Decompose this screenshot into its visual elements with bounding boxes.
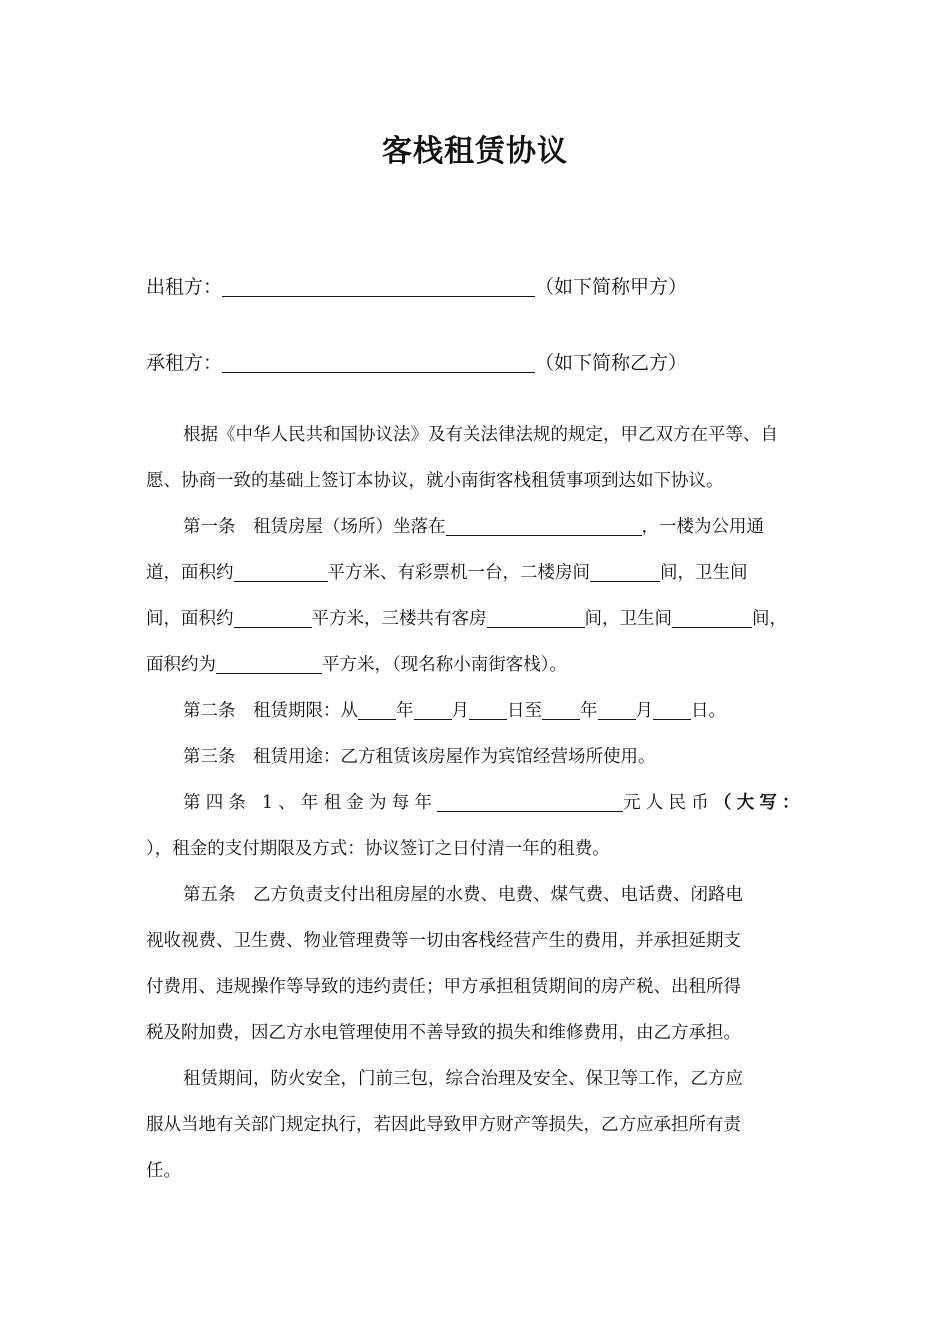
article-1-line-4 <box>146 653 567 677</box>
article-1-text: 平方米，（现名称小南街客栈）。 <box>322 655 567 675</box>
day-to-label: 日至 <box>507 701 542 721</box>
lessor-label: 出租方： <box>146 276 223 298</box>
annual-rent-blank[interactable] <box>437 791 623 812</box>
article-1-line-1 <box>183 515 764 539</box>
month-label: 月 <box>635 701 653 721</box>
article-1-text: 第一条 租赁房屋（场所）坐落在 <box>183 517 446 537</box>
article-1-text: 间，面积约 <box>146 609 234 629</box>
article-5-line-4: 税及附加费，因乙方水电管理使用不善导致的损失和维修费用，由乙方承担。 <box>146 1023 741 1043</box>
article-2-line <box>183 699 726 723</box>
lessee-blank[interactable] <box>222 352 535 373</box>
article-1-text: 间，卫生间 <box>660 563 748 583</box>
start-month-blank[interactable] <box>414 699 452 720</box>
article-1-text: 间， <box>752 609 787 629</box>
article-4-text: 第四条 1、年租金为每年 <box>183 793 438 813</box>
lessee-line <box>146 350 687 376</box>
paragraph-6-line-3: 任。 <box>146 1161 181 1181</box>
rooms-3f-blank[interactable] <box>487 607 585 628</box>
article-5-line-1: 第五条 乙方负责支付出租房屋的水费、电费、煤气费、电话费、闭路电 <box>183 885 743 905</box>
end-day-blank[interactable] <box>653 699 691 720</box>
article-1-text: ，一楼为公用通 <box>641 517 764 537</box>
bathrooms-3f-blank[interactable] <box>672 607 752 628</box>
month-label: 月 <box>451 701 469 721</box>
rooms-2f-blank[interactable] <box>590 561 660 582</box>
article-1-text: 面积约为 <box>146 655 216 675</box>
article-1-line-2 <box>146 561 748 585</box>
article-2-text: 第二条 租赁期限：从 <box>183 701 358 721</box>
article-3-line: 第三条 租赁用途：乙方租赁该房屋作为宾馆经营场所使用。 <box>183 747 656 767</box>
article-1-text: 平方米，三楼共有客房 <box>311 609 487 629</box>
year-label: 年 <box>396 701 414 721</box>
start-day-blank[interactable] <box>469 699 507 720</box>
year-label: 年 <box>580 701 598 721</box>
end-month-blank[interactable] <box>598 699 636 720</box>
start-year-blank[interactable] <box>358 699 396 720</box>
area-2-blank[interactable] <box>234 607 312 628</box>
lessor-blank[interactable] <box>222 276 535 297</box>
article-1-text: 平方米、有彩票机一台，二楼房间 <box>327 563 590 583</box>
article-1-text: 间，卫生间 <box>584 609 672 629</box>
page-title: 客栈租赁协议 <box>382 134 568 169</box>
area-1-blank[interactable] <box>234 561 328 582</box>
lessor-line <box>146 274 687 300</box>
lessor-note: （如下简称甲方） <box>535 276 688 298</box>
article-4-line-2: ），租金的支付期限及方式：协议签订之日付清一年的租费。 <box>146 839 610 859</box>
lessee-label: 承租方： <box>146 352 223 374</box>
article-1-line-3 <box>146 607 787 631</box>
article-4-line-1 <box>183 791 805 815</box>
location-blank[interactable] <box>446 515 642 536</box>
amount-in-words-label: （大写： <box>713 793 805 813</box>
lessee-note: （如下简称乙方） <box>535 352 688 374</box>
paragraph-6-line-2: 服从当地有关部门规定执行，若因此导致甲方财产等损失，乙方应承担所有责 <box>146 1115 741 1135</box>
article-1-text: 道，面积约 <box>146 563 234 583</box>
article-5-line-2: 视收视费、卫生费、物业管理费等一切由客栈经营产生的费用，并承担延期支 <box>146 931 741 951</box>
intro-line-1: 根据《中华人民共和国协议法》及有关法律法规的规定，甲乙双方在平等、自 <box>183 425 778 445</box>
article-4-text: 元人民币 <box>623 793 714 813</box>
intro-line-2: 愿、协商一致的基础上签订本协议，就小南街客栈租赁事项到达如下协议。 <box>146 471 724 491</box>
article-5-line-3: 付费用、违规操作等导致的违约责任；甲方承担租赁期间的房产税、出租所得 <box>146 977 741 997</box>
area-3-blank[interactable] <box>216 653 322 674</box>
paragraph-6-line-1: 租赁期间，防火安全，门前三包，综合治理及安全、保卫等工作，乙方应 <box>183 1069 743 1089</box>
end-year-blank[interactable] <box>542 699 580 720</box>
day-end-label: 日。 <box>691 701 726 721</box>
